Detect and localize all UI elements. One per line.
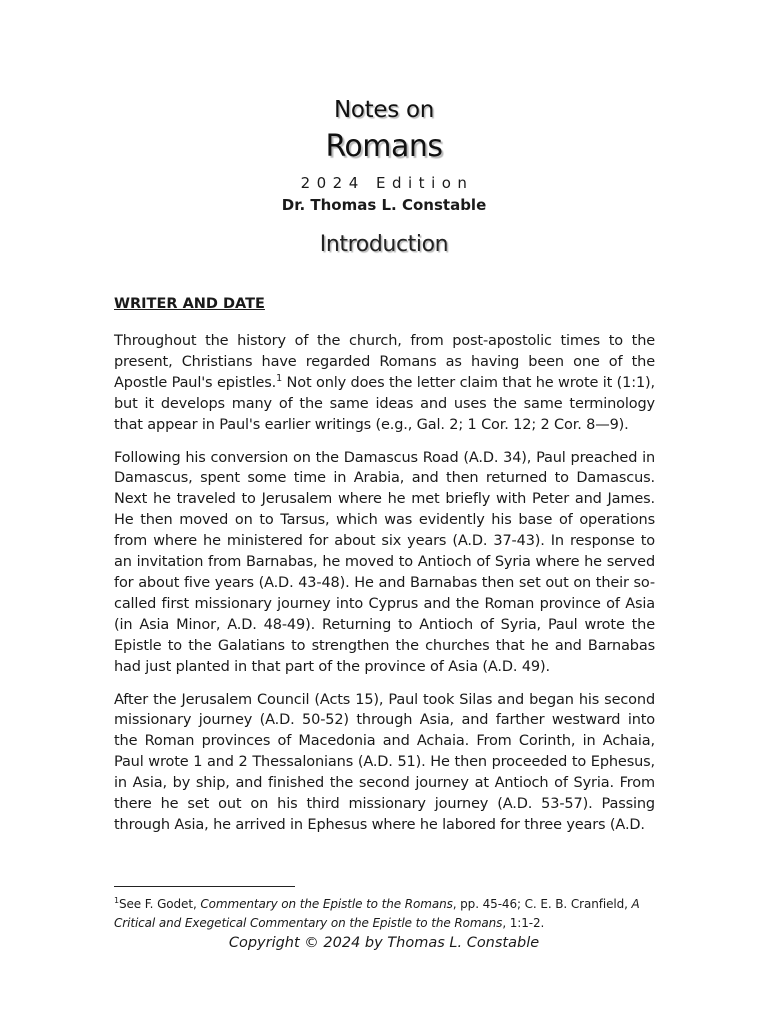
paragraph-2: Following his conversion on the Damascus Road (A.D. 34), Paul preached in Damascus, spent some time in Arabia, and then returned to Damascus. Next he traveled to Jerusalem where he met briefly with Peter and James. He then moved on to Tarsus, which was evidently his base of operations from where he ministered for about six years (A.D. 37-43). In response to an invitation from Barnabas, he moved to Antioch of Syria where he served for about five years (A.D. 43-48). He and Barnabas then set out on their so-called first missionary journey into Cyprus and the Roman province of Asia (in Asia Minor, A.D. 48-49). Returning to Antioch of Syria, Paul wrote the Epistle to the Galatians to strengthen the churches that he and Barnabas had just planted in that part of the province of Asia (A.D. 49). (114, 449, 655, 675)
paragraph-1-text-b: Not only does the letter claim that he wrote it (1:1), but it develops many of the same ideas and uses the same terminology that appear in Paul's earlier writings (e.g., Gal. 2; 1 Cor. 12; 2 Cor. 8—9). (114, 374, 656, 433)
author-name: Dr. Thomas L. Constable (281, 196, 487, 214)
body-content (114, 292, 655, 848)
footnote-tail: , 1:1-2. (502, 916, 545, 930)
footnote-divider (114, 886, 295, 887)
footnote-reference: 1 (276, 372, 283, 384)
section-title: Introduction (319, 232, 449, 257)
footnote-mid: , pp. 45-46; C. E. B. Cranfield, (452, 897, 632, 911)
paragraph-1 (114, 331, 655, 436)
section-heading: WRITER AND DATE (114, 296, 265, 312)
footnote-mark: 1 (114, 896, 119, 905)
title-notes-on: Notes on (334, 97, 434, 123)
paragraph-3: After the Jerusalem Council (Acts 15), Paul took Silas and began his second missionary journey (A.D. 50-52) through Asia, and farther westward into the Roman provinces of Macedonia and Achaia. From Corinth, in Achaia, Paul wrote 1 and 2 Thessalonians (A.D. 51). He then proceeded to Ephesus, in Asia, by ship, and finished the second journey at Antioch of Syria. From there he set out on his third missionary journey (A.D. 53-57). Passing through Asia, he arrived in Ephesus where he labored for three years (A.D. (114, 691, 655, 833)
footnote-lead: See F. Godet, (119, 897, 201, 911)
copyright-line: Copyright © 2024 by Thomas L. Constable (228, 935, 540, 951)
footnote-work-2: A Critical and Exegetical Commentary on the Epistle to the Romans (114, 897, 640, 930)
title-block (0, 94, 768, 260)
edition-label: 2024 Edition (300, 174, 474, 192)
footnote (114, 895, 655, 933)
footnote-work-1: Commentary on the Epistle to the Romans (200, 897, 453, 911)
title-book-name: Romans (325, 129, 443, 164)
paragraph-1-text-a: Throughout the history of the church, from post-apostolic times to the present, Christians have regarded Romans as having been one of the Apostle Paul's epistles. (114, 333, 655, 391)
